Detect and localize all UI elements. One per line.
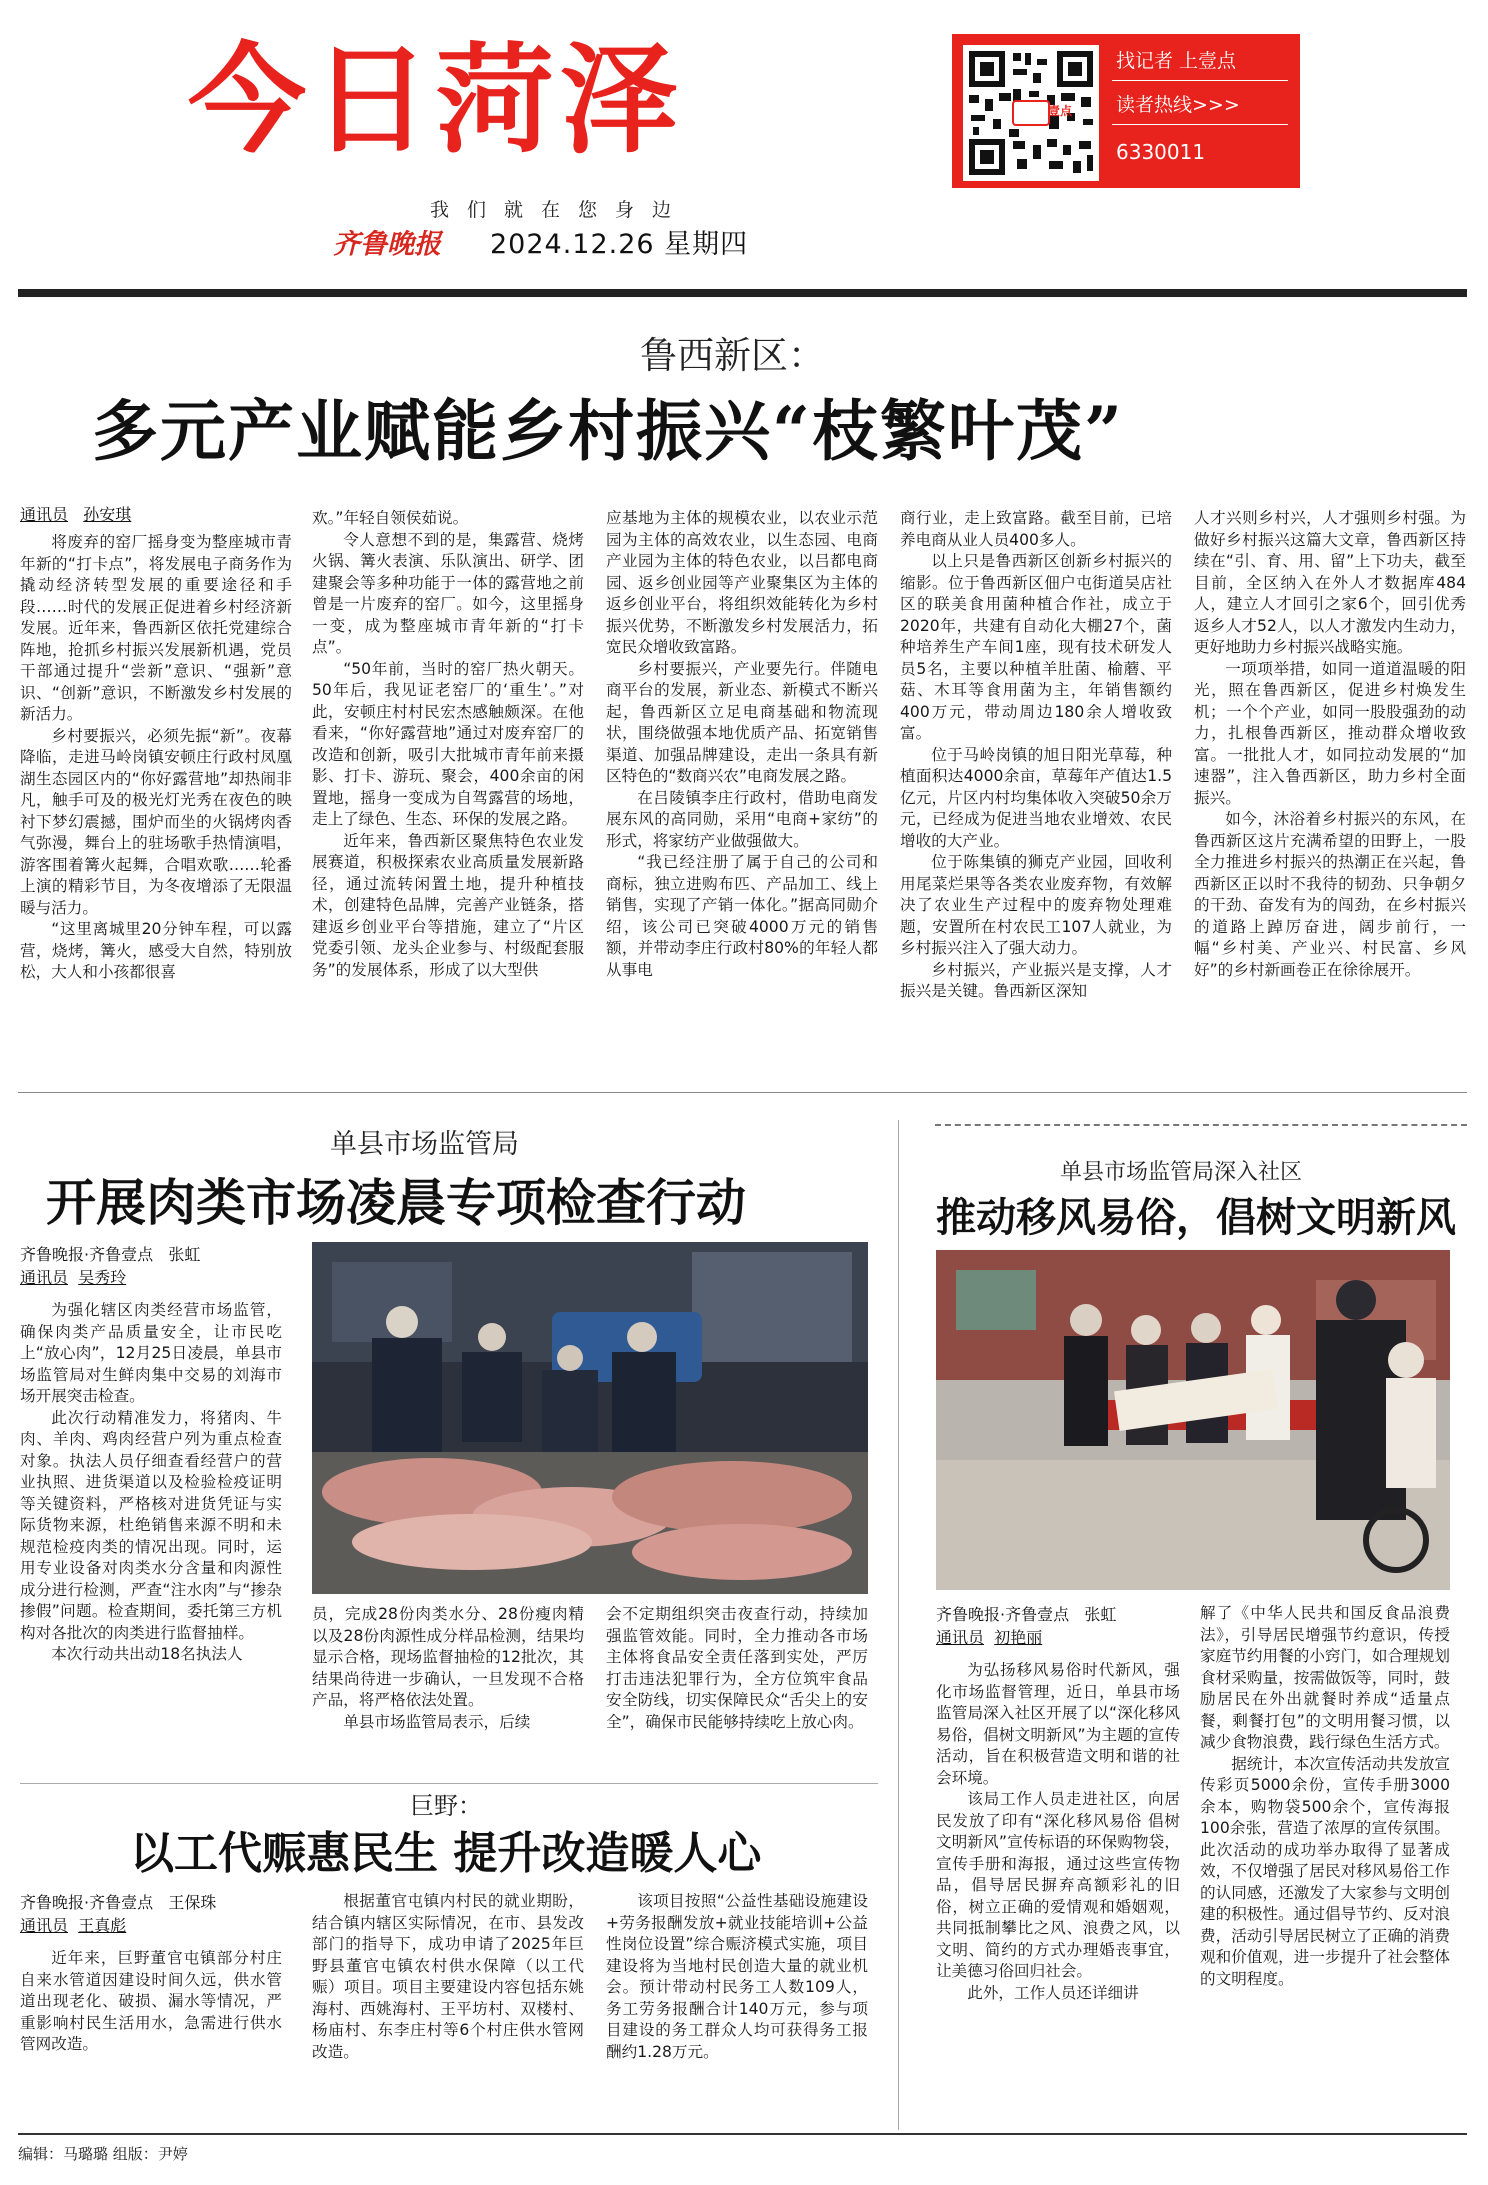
hotline-number: 6330011	[1116, 140, 1206, 164]
paragraph: 近年来，鲁西新区聚焦特色农业发展赛道，积极探索农业高质量发展新路径，通过流转闲置土地，提升种植技术，创建特色品牌，完善产业链条，搭建返乡创业平台等措施，建立了“片区党委引领、龙头企业参与、村级配套服务”的发展体系，形成了以大型供	[312, 831, 584, 979]
story2-kicker: 单县市场监管局	[330, 1129, 519, 1160]
masthead-rule	[18, 289, 1467, 297]
story2-column-3	[606, 1604, 868, 1774]
masthead-slogan: 我们就在您身边	[430, 199, 690, 221]
lead-headline: 多元产业赋能乡村振兴“枝繁叶茂”	[92, 392, 1124, 470]
hotline-divider-2	[1112, 124, 1288, 125]
lead-column-1	[20, 532, 292, 1072]
paragraph: 据统计，本次宣传活动共发放宣传彩页5000余份，宣传手册3000余本，购物袋500余个，宣传海报100余张，营造了浓厚的宣传氛围。此次活动的成功举办取得了显著成效，不仅增强了居民对移风易俗工作的认同感，还激发了大家参与文明创建的积极性。通过倡导节约、反对浪费，活动引导居民树立了正确的消费观和价值观，进一步提升了社会整体的文明程度。	[1200, 1754, 1450, 1988]
paragraph: “这里离城里20分钟车程，可以露营，烧烤，篝火，感受大自然，特别放松，大人和小孩都很喜	[20, 920, 292, 981]
lead-column-5	[1194, 508, 1466, 1072]
column-divider	[898, 1120, 899, 2130]
paragraph: 解了《中华人民共和国反食品浪费法》，引导居民增强节约意识，传授家庭节约用餐的小窍门，如合理规划食材采购量，按需做饭等，同时，鼓励居民在外出就餐时养成“适量点餐，剩餐打包”的文明用餐习惯，以减少食物浪费，践行绿色生活方式。	[1200, 1604, 1450, 1751]
paragraph: 以上只是鲁西新区创新乡村振兴的缩影。位于鲁西新区佃户屯街道吴店社区的联美食用菌种植合作社，成立于2020年，共建有自动化大棚27个，菌种培养生产车间1座，现有技术研发人员5名，主要以种植羊肚菌、榆蘑、平菇、木耳等食用菌为主，年销售额约400万元，带动周边180余人增收致富。	[900, 552, 1172, 742]
story4-rule	[20, 1783, 878, 1784]
paragraph: 乡村要振兴，产业要先行。伴随电商平台的发展，新业态、新模式不断兴起，鲁西新区立足电商基础和物流现状，围绕做强本地优质产品、拓宽销售渠道、加强品牌建设，走出一条具有新区特色的“数商兴农”电商发展之路。	[606, 659, 878, 785]
hotline-divider	[1112, 80, 1288, 81]
byline-name: 王保珠	[168, 1893, 217, 1912]
paragraph: 此次行动精准发力，将猪肉、牛肉、羊肉、鸡肉经营户列为重点检查对象。执法人员仔细查看经营户的营业执照、进货渠道以及检验检疫证明等关键资料，严格核对进货凭证与实际货物来源，杜绝销售来源不明和未规范检疫肉类的情况出现。同时，运用专业设备对肉类水分含量和肉源性成分进行检测，严查“注水肉”与“掺杂掺假”问题。检查期间，委托第三方机构对各批次的肉类进行监督抽样。	[20, 1408, 282, 1642]
paragraph: 将废弃的窑厂摇身变为整座城市青年新的“打卡点”，将发展电子商务作为撬动经济转型发展的重要途径和手段……时代的发展正促进着乡村经济新发展。近年来，鲁西新区依托党建综合阵地，抢抓乡村振兴发展新机遇，党员干部通过提升“尝新”意识、“强新”意识、“创新”意识，不断激发乡村发展的新活力。	[20, 533, 292, 723]
paragraph: 该局工作人员走进社区，向居民发放了印有“深化移风易俗 倡树文明新风”宣传标语的环保购物袋，宣传手册和海报，通过这些宣传物品，倡导居民摒弃高额彩礼的旧俗，树立正确的爱情观和婚姻观，共同抵制攀比之风、浪费之风，以文明、简约的方式办理婚丧事宜，让美德习俗回归社会。	[936, 1790, 1180, 1980]
byline-name: 张虹	[1084, 1605, 1117, 1624]
byline-label: 齐鲁晚报·齐鲁壹点	[936, 1605, 1070, 1624]
paragraph: 位于马岭岗镇的旭日阳光草莓，种植面积达4000余亩，草莓年产值达1.5亿元，片区内村均集体收入突破50余万元，已经成为促进当地农业增效、农民增收的大产业。	[900, 745, 1172, 850]
story4-column-3	[606, 1891, 868, 2128]
lead-column-3	[606, 508, 878, 1072]
lead-byline	[20, 503, 131, 526]
byline-name: 初艳丽	[994, 1628, 1043, 1647]
byline-label: 通讯员	[20, 1268, 69, 1287]
lead-column-4	[900, 508, 1172, 1072]
section-divider	[18, 1092, 1467, 1093]
byline-label: 通讯员	[20, 1916, 69, 1935]
masthead-title: 今日菏泽	[188, 30, 685, 169]
paragraph: 欢。”年轻自领侯茹说。	[312, 509, 469, 527]
byline-label: 齐鲁晚报·齐鲁壹点	[20, 1245, 154, 1264]
lead-kicker: 鲁西新区：	[640, 334, 825, 377]
paragraph: 应基地为主体的规模农业，以农业示范园为主体的高效农业，以生态园、电商产业园为主体的特色农业，以吕都电商园、返乡创业园等产业聚集区为主体的返乡创业平台，将组织效能转化为乡村振兴优势，不断激发乡村发展活力，拓宽民众增收致富路。	[606, 509, 878, 656]
byline-name: 王真彪	[78, 1916, 127, 1935]
paragraph: 乡村要振兴，必须先振“新”。夜幕降临，走进马岭岗镇安顿庄行政村凤凰湖生态园区内的“你好露营地”却热闹非凡，触手可及的极光灯光秀在夜色的映衬下梦幻震撼，围炉而坐的火锅烤肉香气弥漫，舞台上的驻场歌手热情演唱，游客围着篝火起舞，合唱欢歌……轮番上演的精彩节目，为冬夜增添了无限温暖与活力。	[20, 726, 292, 917]
paragraph: “50年前，当时的窑厂热火朝天。50年后，我见证老窑厂的‘重生’。”对此，安顿庄村村民宏杰感触颇深。在他看来，“你好露营地”通过对废弃窑厂的改造和创新，吸引大批城市青年前来摄影、打卡、游玩、聚会，400余亩的闲置地，摇身一变成为自驾露营的场地，走上了绿色、生态、环保的发展之路。	[312, 659, 584, 828]
story2-byline	[20, 1243, 200, 1289]
story4-kicker: 巨野：	[410, 1792, 482, 1820]
paragraph: 令人意想不到的是，集露营、烧烤火锅、篝火表演、乐队演出、研学、团建聚会等多种功能于一体的露营地之前曾是一片废弃的窑厂。如今，这里摇身一变，成为整座城市青年新的“打卡点”。	[312, 530, 584, 656]
dashed-rule	[935, 1124, 1467, 1126]
story3-kicker: 单县市场监管局深入社区	[1060, 1160, 1303, 1185]
byline-label: 齐鲁晚报·齐鲁壹点	[20, 1893, 154, 1912]
story4-column-1	[20, 1948, 282, 2128]
byline-name: 张虹	[168, 1245, 201, 1264]
story3-photo	[936, 1250, 1450, 1590]
story2-photo	[312, 1242, 868, 1594]
issue-date: 2024.12.26 星期四	[490, 229, 749, 260]
story2-headline: 开展肉类市场凌晨专项检查行动	[46, 1173, 746, 1232]
paragraph: 商行业，走上致富路。截至目前，已培养电商从业人员400多人。	[900, 509, 1172, 549]
paragraph: 一项项举措，如同一道道温暖的阳光，照在鲁西新区，促进乡村焕发生机；一个个产业，如同一股股强劲的动力，扎根鲁西新区，推动群众增收致富。一批批人才，如同拉动发展的“加速器”，注入鲁西新区，助力乡村全面振兴。	[1194, 659, 1466, 807]
paragraph: 如今，沐浴着乡村振兴的东风，在鲁西新区这片充满希望的田野上，一股全力推进乡村振兴的热潮正在兴起，鲁西新区正以时不我待的韧劲、只争朝夕的干劲、奋发有为的闯劲，在乡村振兴的道路上踔厉奋进，阔步前行，一幅“乡村美、产业兴、村民富、乡风好”的乡村新画卷正在徐徐展开。	[1194, 810, 1466, 979]
paragraph: 会不定期组织突击夜查行动，持续加强监管效能。同时，全力推动各市场主体将食品安全责任落到实处，严厉打击违法犯罪行为，全方位筑牢食品安全防线，切实保障民众“舌尖上的安全”，确保市民能够持续吃上放心肉。	[606, 1605, 868, 1731]
paragraph: 此外，工作人员还详细讲	[967, 1983, 1139, 2002]
paragraph: 人才兴则乡村兴，人才强则乡村强。为做好乡村振兴这篇大文章，鲁西新区持续在“引、育、用、留”上下功夫，截至目前，全区纳入在外人才数据库484人，建立人才回引之家6个，回引优秀返乡人才52人，以人才激发内生动力，更好地助力乡村振兴战略实施。	[1194, 509, 1466, 656]
story2-column-1	[20, 1300, 282, 1770]
story4-byline	[20, 1891, 216, 1937]
byline-label: 通讯员	[20, 505, 69, 524]
story4-headline: 以工代赈惠民生 提升改造暖人心	[130, 1828, 762, 1879]
story3-headline: 推动移风易俗，倡树文明新风	[936, 1194, 1456, 1241]
story3-column-2	[1200, 1603, 1450, 2130]
byline-name: 孙安琪	[83, 505, 132, 524]
paragraph: 单县市场监管局表示，后续	[343, 1712, 531, 1731]
paper-logo: 齐鲁晚报	[333, 229, 441, 260]
byline-label: 通讯员	[936, 1628, 985, 1647]
paragraph: 在吕陵镇李庄行政村，借助电商发展东风的高同勋，采用“电商+家纺”的形式，将家纺产业做强做大。	[606, 788, 878, 850]
paragraph: 根据董官屯镇内村民的就业期盼，结合镇内辖区实际情况，在市、县发改部门的指导下，成功申请了2025年巨野县董官屯镇农村供水保障（以工代赈）项目。项目主要建设内容包括东姚海村、西姚海村、王平坊村、双楼村、杨庙村、东李庄村等6个村庄供水管网改造。	[312, 1892, 584, 2061]
story3-column-1	[936, 1660, 1180, 2130]
paragraph: 员，完成28份肉类水分、28份瘦肉精以及28份肉源性成分样品检测，结果均显示合格，现场监督抽检的12批次，其结果尚待进一步确认，一旦发现不合格产品，将严格依法处置。	[312, 1605, 584, 1709]
paragraph: 为弘扬移风易俗时代新风，强化市场监督管理，近日，单县市场监管局深入社区开展了以“深化移风易俗，倡树文明新风”为主题的宣传活动，旨在积极营造文明和谐的社会环境。	[936, 1661, 1180, 1787]
story3-byline	[936, 1603, 1116, 1649]
qr-caption: 壹点	[1047, 104, 1072, 118]
hotline-title: 找记者 上壹点	[1116, 50, 1237, 72]
byline-name: 吴秀玲	[78, 1268, 127, 1287]
footer-rule	[18, 2133, 1467, 2135]
paragraph: 该项目按照“公益性基础设施建设+劳务报酬发放+就业技能培训+公益性岗位设置”综合赈济模式实施，项目建设将为当地村民创造大量的就业机会。预计带动村民务工人数109人，务工劳务报酬合计140万元，参与项目建设的务工群众人均可获得务工报酬约1.28万元。	[606, 1892, 868, 2061]
paragraph: “我已经注册了属于自己的公司和商标，独立进购布匹、产品加工、线上销售，实现了产销一体化。”据高同勋介绍，该公司已突破4000万元的销售额，并带动李庄行政村80%的年轻人都从事电	[606, 853, 878, 979]
lead-column-2	[312, 508, 584, 1072]
paragraph: 乡村振兴，产业振兴是支撑，人才振兴是关键。鲁西新区深知	[900, 960, 1172, 1000]
paragraph: 位于陈集镇的狮克产业园，回收利用尾菜烂果等各类农业废弃物，有效解决了农业生产过程中的废弃物处理难题，安置所在村农民工107人就业，为乡村振兴注入了强大动力。	[900, 853, 1172, 957]
paragraph: 为强化辖区肉类经营市场监管，确保肉类产品质量安全，让市民吃上“放心肉”，12月25日凌晨，单县市场监管局对生鲜肉集中交易的刘海市场开展突击检查。	[20, 1301, 282, 1405]
paragraph: 本次行动共出动18名执法人	[51, 1645, 243, 1663]
hotline-label: 读者热线>>>	[1116, 94, 1240, 116]
story4-column-2	[312, 1891, 584, 2128]
story2-column-2	[312, 1604, 584, 1774]
paragraph: 近年来，巨野董官屯镇部分村庄自来水管道因建设时间久远，供水管道出现老化、破损、漏水等情况，严重影响村民生活用水，急需进行供水管网改造。	[20, 1949, 282, 2053]
editor-credit: 编辑：马璐璐 组版：尹婷	[18, 2145, 188, 2163]
